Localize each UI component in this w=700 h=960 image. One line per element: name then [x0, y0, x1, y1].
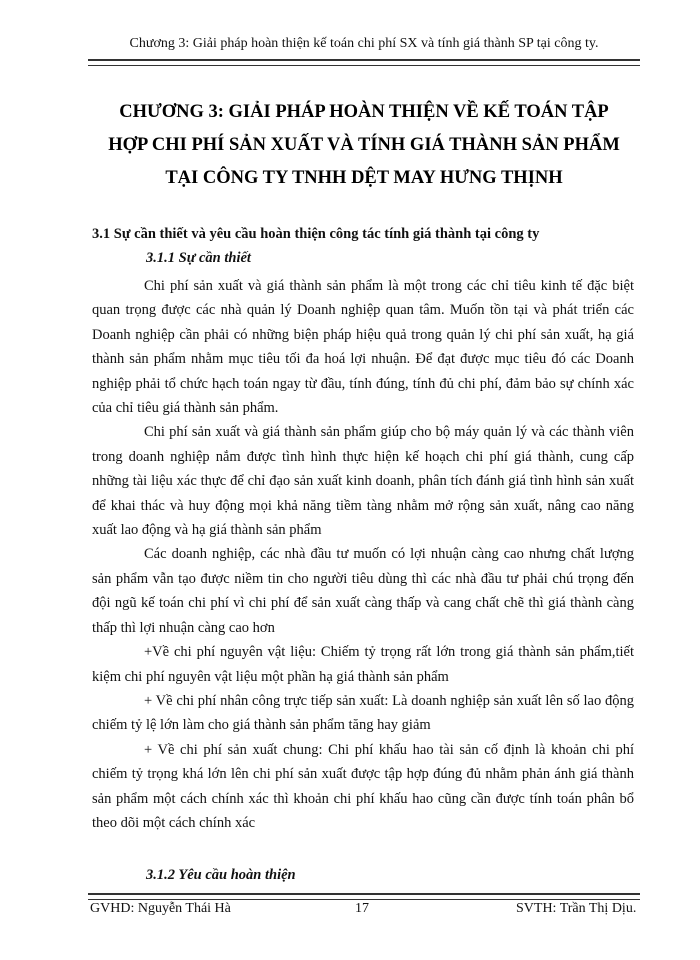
chapter-title-line-1: CHƯƠNG 3: GIẢI PHÁP HOÀN THIỆN VỀ KẾ TOÁN TẬP [119, 102, 609, 122]
paragraph-3: Các doanh nghiệp, các nhà đầu tư muốn có lợi nhuận càng cao nhưng chất lượng sản phẩm vẫn tạo được niềm tin cho người tiêu dùng thì các nhà đầu tư phải chú trọng đến đội ngũ kế toán chi phí vì chi phí để sản xuất càng thấp và cang chất chẽ thì giá thành càng thấp thì lợi nhuận càng cao hơn [92, 546, 634, 636]
footer-advisor: GVHD: Nguyễn Thái Hà [90, 901, 231, 916]
paragraph-5: + Về chi phí nhân công trực tiếp sản xuất: Là doanh nghiệp sản xuất lên số lao động chiếm tỷ lệ lớn làm cho giá thành sản phẩm tăng hay giảm [92, 692, 634, 734]
chapter-title-line-2: HỢP CHI PHÍ SẢN XUẤT VÀ TÍNH GIÁ THÀNH SẢN PHẨM [108, 135, 620, 155]
paragraph-6: + Về chi phí sản xuất chung: Chi phí khấu hao tài sản cố định là khoản chi phí chiếm tỷ trọng khá lớn lên chi phí sản xuất được tập hợp đúng đủ nhằm phản ánh giá thành sản phẩm một cách chính xác thì khoản chi phí khấu hao cũng cần được tính toán phân bổ theo dõi một cách chính xác [92, 741, 634, 831]
paragraph-2: Chi phí sản xuất và giá thành sản phẩm giúp cho bộ máy quản lý và các thành viên trong doanh nghiệp nắm được tình hình thực hiện kế hoạch chi phí giá thành, cung cấp những tài liệu xác thực để chỉ đạo sản xuất kinh doanh, phân tích đánh giá tình hình sản xuất để khai thác và huy động mọi khả năng tiềm tàng nhằm mở rộng sản xuất, nâng cao năng xuất lao động và hạ giá thành sản phẩm [92, 424, 634, 539]
paragraph-1: Chi phí sản xuất và giá thành sản phẩm là một trong các chỉ tiêu kinh tế đặc biệt quan trọng được các nhà quản lý Doanh nghiệp quan tâm. Muốn tồn tại và phát triển các Doanh nghiệp cần phải có những biện pháp hiệu quả trong quản lý chi phí sản xuất, hạ giá thành sản phẩm nhằm mục tiêu tối đa hoá lợi nhuận. Để đạt được mục tiêu đó các Doanh nghiệp phải tổ chức hạch toán ngay từ đầu, tính đúng, tính đủ chi phí, đảm bảo sự chính xác của chỉ tiêu giá thành sản phẩm. [92, 278, 634, 417]
header-divider [88, 59, 640, 66]
footer-student: SVTH: Trần Thị Dịu. [516, 901, 637, 916]
paragraph-4: +Về chi phí nguyên vật liệu: Chiếm tỷ trọng rất lớn trong giá thành sản phẩm,tiết kiệm chi phí nguyên vật liệu một phần hạ giá thành sản phẩm [92, 644, 634, 685]
body-text [92, 274, 634, 835]
page-number: 17 [355, 901, 369, 916]
footer-divider [88, 893, 640, 900]
chapter-title [92, 96, 636, 195]
chapter-title-line-3: TẠI CÔNG TY TNHH DỆT MAY HƯNG THỊNH [165, 168, 563, 188]
subsection-heading-3-1-1: 3.1.1 Sự cần thiết [146, 250, 251, 266]
running-header: Chương 3: Giải pháp hoàn thiện kế toán chi phí SX và tính giá thành SP tại công ty. [129, 36, 599, 51]
subsection-heading-3-1-2: 3.1.2 Yêu cầu hoàn thiện [146, 867, 296, 883]
section-heading-3-1: 3.1 Sự cần thiết và yêu cầu hoàn thiện công tác tính giá thành tại công ty [92, 226, 540, 242]
